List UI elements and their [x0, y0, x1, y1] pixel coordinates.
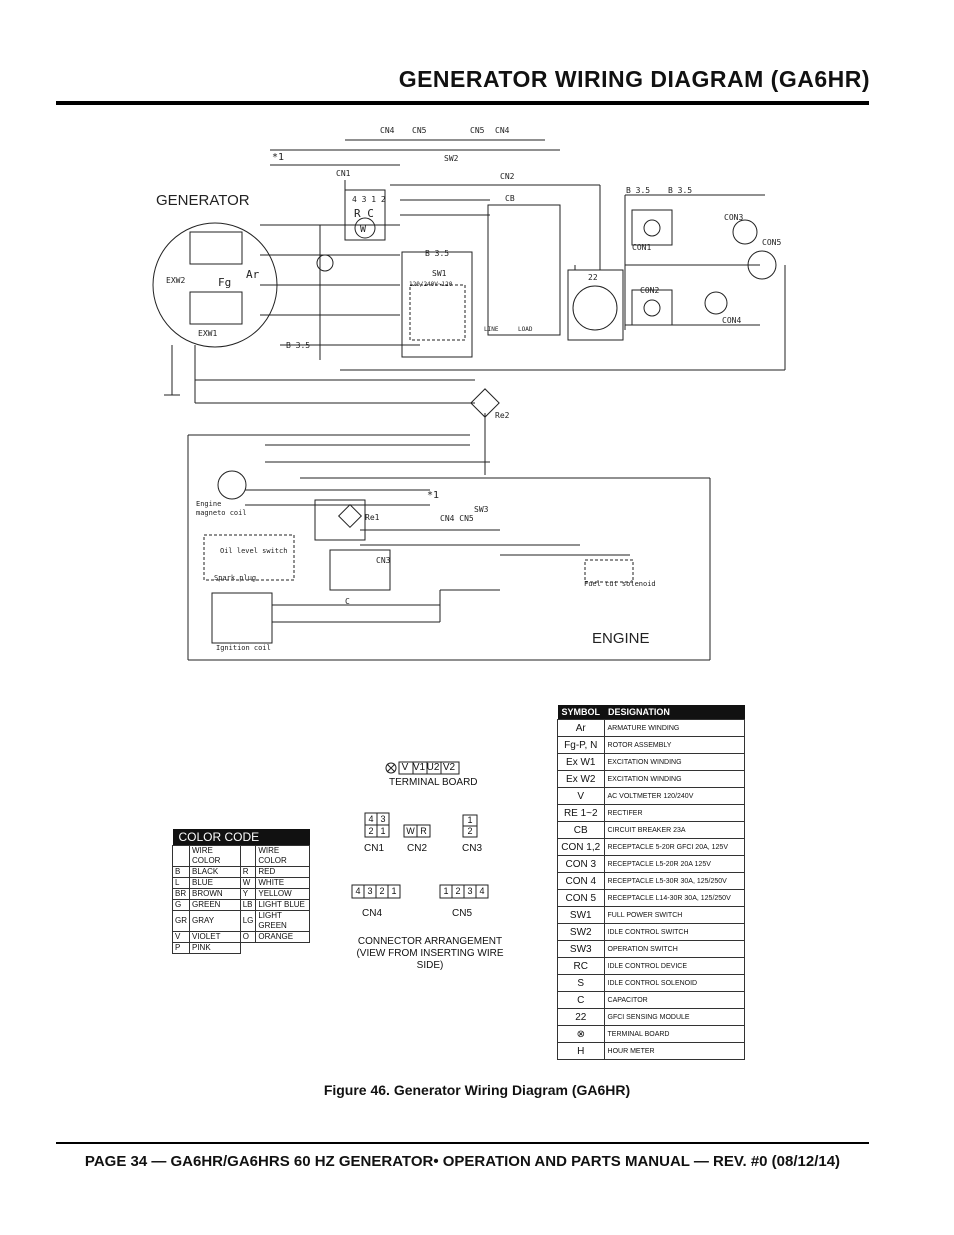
svg-text:22: 22	[588, 273, 598, 282]
pin: 3	[380, 814, 386, 824]
cn1-label: CN1	[364, 843, 385, 854]
symbol-code: CB	[558, 822, 605, 839]
symbol-designation: IDLE CONTROL SOLENOID	[604, 975, 744, 992]
color-name: VIOLET	[190, 932, 241, 943]
svg-text:Fg: Fg	[218, 276, 232, 289]
symbol-code: S	[558, 975, 605, 992]
svg-text:magneto coil: magneto coil	[196, 509, 247, 517]
svg-text:ENGINE: ENGINE	[592, 630, 650, 647]
svg-text:CN4: CN4	[495, 126, 510, 135]
color-name: ORANGE	[256, 932, 310, 943]
connector-caption	[345, 936, 515, 972]
color-code-row	[173, 932, 310, 943]
symbol-designation: OPERATION SWITCH	[604, 941, 744, 958]
symbol-code: SW3	[558, 941, 605, 958]
terminal-board-icon	[386, 763, 396, 773]
svg-text:Engine: Engine	[196, 500, 222, 508]
color-abbrev: BR	[173, 889, 190, 900]
color-abbrev: L	[173, 878, 190, 889]
color-code-row	[173, 867, 310, 878]
symbol-row	[558, 805, 745, 822]
symbol-code: C	[558, 992, 605, 1009]
cn2-label: CN2	[407, 843, 428, 854]
svg-text:Spark plug: Spark plug	[214, 574, 257, 582]
color-abbrev: G	[173, 900, 190, 911]
symbol-designation: ROTOR ASSEMBLY	[604, 737, 744, 754]
symbol-row	[558, 856, 745, 873]
symbol-row	[558, 754, 745, 771]
symbol-designation: CIRCUIT BREAKER 23A	[604, 822, 744, 839]
symbol-code: ⊗	[558, 1026, 605, 1043]
svg-text:CON2: CON2	[640, 286, 660, 295]
svg-text:SW3: SW3	[474, 505, 489, 514]
cc-col-header: WIRE COLOR	[256, 846, 310, 867]
svg-text:CON1: CON1	[632, 243, 652, 252]
pin: W	[406, 826, 415, 836]
color-abbrev: GR	[173, 911, 190, 932]
svg-text:CON4: CON4	[722, 316, 742, 325]
svg-text:B 3.5: B 3.5	[425, 249, 450, 258]
svg-text:SW2: SW2	[444, 154, 459, 163]
svg-text:B 3.5: B 3.5	[286, 341, 311, 350]
pin: 3	[467, 886, 473, 896]
symbol-row	[558, 720, 745, 737]
pin: 2	[379, 886, 385, 896]
pin: 1	[443, 886, 449, 896]
symbol-designation: TERMINAL BOARD	[604, 1026, 744, 1043]
symbol-designation: RECEPTACLE L5-30R 30A, 125/250V	[604, 873, 744, 890]
cn5-pins	[440, 885, 488, 898]
symbol-code: CON 3	[558, 856, 605, 873]
terminal-board-keys	[398, 762, 460, 773]
color-name: BROWN	[190, 889, 241, 900]
symbol-row	[558, 771, 745, 788]
symbol-code: Ex W2	[558, 771, 605, 788]
svg-text:CN2: CN2	[500, 172, 515, 181]
tb-key: V	[401, 762, 409, 773]
symbol-row	[558, 873, 745, 890]
cn4-pins	[352, 885, 400, 898]
svg-text:LINE: LINE	[484, 326, 499, 333]
svg-text:*1: *1	[427, 490, 440, 501]
cn3-pins	[463, 815, 477, 837]
symbol-code: Ex W1	[558, 754, 605, 771]
symbol-row	[558, 788, 745, 805]
color-name: PINK	[190, 943, 241, 954]
svg-text:B 3.5: B 3.5	[626, 186, 651, 195]
svg-text:CN3: CN3	[376, 556, 391, 565]
svg-text:Fuel cut solenoid: Fuel cut solenoid	[584, 580, 656, 588]
svg-text:120/240V~120: 120/240V~120	[409, 281, 453, 288]
symbol-designation: ARMATURE WINDING	[604, 720, 744, 737]
svg-text:R C: R C	[354, 207, 374, 220]
tb-key: V1	[412, 762, 426, 773]
connector-caption-line: (VIEW FROM INSERTING WIRE SIDE)	[356, 948, 504, 971]
cn4-label: CN4	[362, 908, 383, 919]
tb-key: U2	[426, 762, 440, 773]
svg-text:CON5: CON5	[762, 238, 782, 247]
page-footer: PAGE 34 — GA6HR/GA6HRS 60 HZ GENERATOR• OPERATION AND PARTS MANUAL — REV. #0 (08/12/14)	[84, 1153, 841, 1170]
color-code-row	[173, 878, 310, 889]
symbol-row	[558, 992, 745, 1009]
svg-text:C: C	[345, 597, 350, 606]
color-abbrev: Y	[240, 889, 256, 900]
symbol-row	[558, 907, 745, 924]
tb-key: V2	[442, 762, 456, 773]
svg-text:EXW2: EXW2	[166, 276, 186, 285]
symbol-designation: IDLE CONTROL SWITCH	[604, 924, 744, 941]
page-title: GENERATOR WIRING DIAGRAM (GA6HR)	[398, 66, 870, 92]
pin: 1	[391, 886, 397, 896]
color-name: LIGHT BLUE	[256, 900, 310, 911]
symbol-row	[558, 737, 745, 754]
figure-caption: Figure 46. Generator Wiring Diagram (GA6HR)	[323, 1082, 631, 1098]
color-name: BLUE	[190, 878, 241, 889]
svg-text:CON3: CON3	[724, 213, 744, 222]
symbol-row	[558, 975, 745, 992]
pin: 1	[380, 826, 386, 836]
symbol-designation: HOUR METER	[604, 1043, 744, 1060]
symbol-designation: FULL POWER SWITCH	[604, 907, 744, 924]
color-code-row	[173, 911, 310, 932]
pin: R	[420, 826, 427, 836]
pin: 1	[467, 815, 473, 825]
symbol-row	[558, 924, 745, 941]
svg-text:LOAD: LOAD	[518, 326, 533, 333]
magneto-coil	[218, 471, 246, 499]
connector-caption-line: CONNECTOR ARRANGEMENT	[357, 936, 503, 947]
svg-text:Re1: Re1	[365, 513, 380, 522]
svg-text:CN4 CN5: CN4 CN5	[440, 514, 474, 523]
symbol-code: SW1	[558, 907, 605, 924]
pin: 2	[368, 826, 374, 836]
color-name	[256, 943, 310, 954]
color-abbrev: B	[173, 867, 190, 878]
svg-text:B 3.5: B 3.5	[668, 186, 693, 195]
symbol-code: RC	[558, 958, 605, 975]
symbol-row	[558, 1043, 745, 1060]
color-abbrev: V	[173, 932, 190, 943]
color-name: LIGHT GREEN	[256, 911, 310, 932]
symbol-code: H	[558, 1043, 605, 1060]
symbol-code: RE 1~2	[558, 805, 605, 822]
symbol-designation: AC VOLTMETER 120/240V	[604, 788, 744, 805]
symbol-designation: RECEPTACLE 5-20R GFCI 20A, 125V	[604, 839, 744, 856]
color-abbrev	[240, 943, 256, 954]
pin: 2	[467, 826, 473, 836]
svg-text:*1: *1	[272, 152, 285, 163]
pin: 2	[455, 886, 461, 896]
symbol-code: SW2	[558, 924, 605, 941]
color-abbrev: P	[173, 943, 190, 954]
color-code-table	[172, 829, 310, 954]
symbol-code: CON 4	[558, 873, 605, 890]
svg-text:Re2: Re2	[495, 411, 510, 420]
color-name: RED	[256, 867, 310, 878]
symbol-designation: IDLE CONTROL DEVICE	[604, 958, 744, 975]
cn5-label: CN5	[452, 908, 473, 919]
symbol-code: Fg-P, N	[558, 737, 605, 754]
symbol-designation: CAPACITOR	[604, 992, 744, 1009]
symbol-code: CON 1,2	[558, 839, 605, 856]
pin: 4	[355, 886, 361, 896]
symbol-designation: EXCITATION WINDING	[604, 754, 744, 771]
footer-rule	[56, 1142, 869, 1144]
svg-text:CN4: CN4	[380, 126, 395, 135]
svg-text:CN5: CN5	[412, 126, 427, 135]
color-abbrev: LG	[240, 911, 256, 932]
designation-header: DESIGNATION	[604, 705, 744, 720]
color-code-row	[173, 943, 310, 954]
symbol-row	[558, 822, 745, 839]
svg-text:SW1: SW1	[432, 269, 447, 278]
svg-text:CN5: CN5	[470, 126, 485, 135]
symbol-designation: EXCITATION WINDING	[604, 771, 744, 788]
color-name: YELLOW	[256, 889, 310, 900]
symbol-code: Ar	[558, 720, 605, 737]
pin: 3	[367, 886, 373, 896]
symbol-designation: RECTIFER	[604, 805, 744, 822]
cn3-label: CN3	[462, 843, 483, 854]
symbol-code: CON 5	[558, 890, 605, 907]
svg-text:W: W	[360, 224, 367, 235]
color-name: WHITE	[256, 878, 310, 889]
svg-text:Oil level switch: Oil level switch	[220, 547, 288, 555]
color-abbrev: O	[240, 932, 256, 943]
color-code-row	[173, 900, 310, 911]
symbol-row	[558, 941, 745, 958]
terminal-board-label: TERMINAL BOARD	[389, 777, 478, 788]
color-name: BLACK	[190, 867, 241, 878]
pin: 4	[479, 886, 485, 896]
cn1-pins	[365, 813, 389, 837]
color-abbrev: R	[240, 867, 256, 878]
color-name: GREEN	[190, 900, 241, 911]
pin: 4	[368, 814, 374, 824]
color-abbrev: W	[240, 878, 256, 889]
svg-text:Ar: Ar	[246, 268, 260, 281]
svg-text:CN1: CN1	[336, 169, 351, 178]
color-abbrev: LB	[240, 900, 256, 911]
symbol-row	[558, 1009, 745, 1026]
svg-text:4 3 1 2: 4 3 1 2	[352, 195, 386, 204]
symbol-designation: RECEPTACLE L5-20R 20A 125V	[604, 856, 744, 873]
svg-text:EXW1: EXW1	[198, 329, 218, 338]
symbol-row	[558, 839, 745, 856]
cn2-pins	[404, 825, 430, 837]
symbol-row	[558, 1026, 745, 1043]
color-code-row	[173, 889, 310, 900]
color-name: GRAY	[190, 911, 241, 932]
svg-text:CB: CB	[505, 194, 515, 203]
cc-blank	[173, 846, 190, 867]
symbol-designation: RECEPTACLE L14-30R 30A, 125/250V	[604, 890, 744, 907]
svg-text:GENERATOR: GENERATOR	[156, 192, 250, 209]
symbol-row	[558, 890, 745, 907]
symbol-code: V	[558, 788, 605, 805]
symbol-code: 22	[558, 1009, 605, 1026]
color-code-title: COLOR CODE	[173, 829, 310, 846]
symbol-row	[558, 958, 745, 975]
symbol-table	[557, 705, 745, 1060]
cc-col-header: WIRE COLOR	[190, 846, 241, 867]
symbol-header: SYMBOL	[558, 705, 605, 720]
symbol-designation: GFCI SENSING MODULE	[604, 1009, 744, 1026]
svg-text:Ignition coil: Ignition coil	[216, 644, 271, 652]
cc-blank	[240, 846, 256, 867]
